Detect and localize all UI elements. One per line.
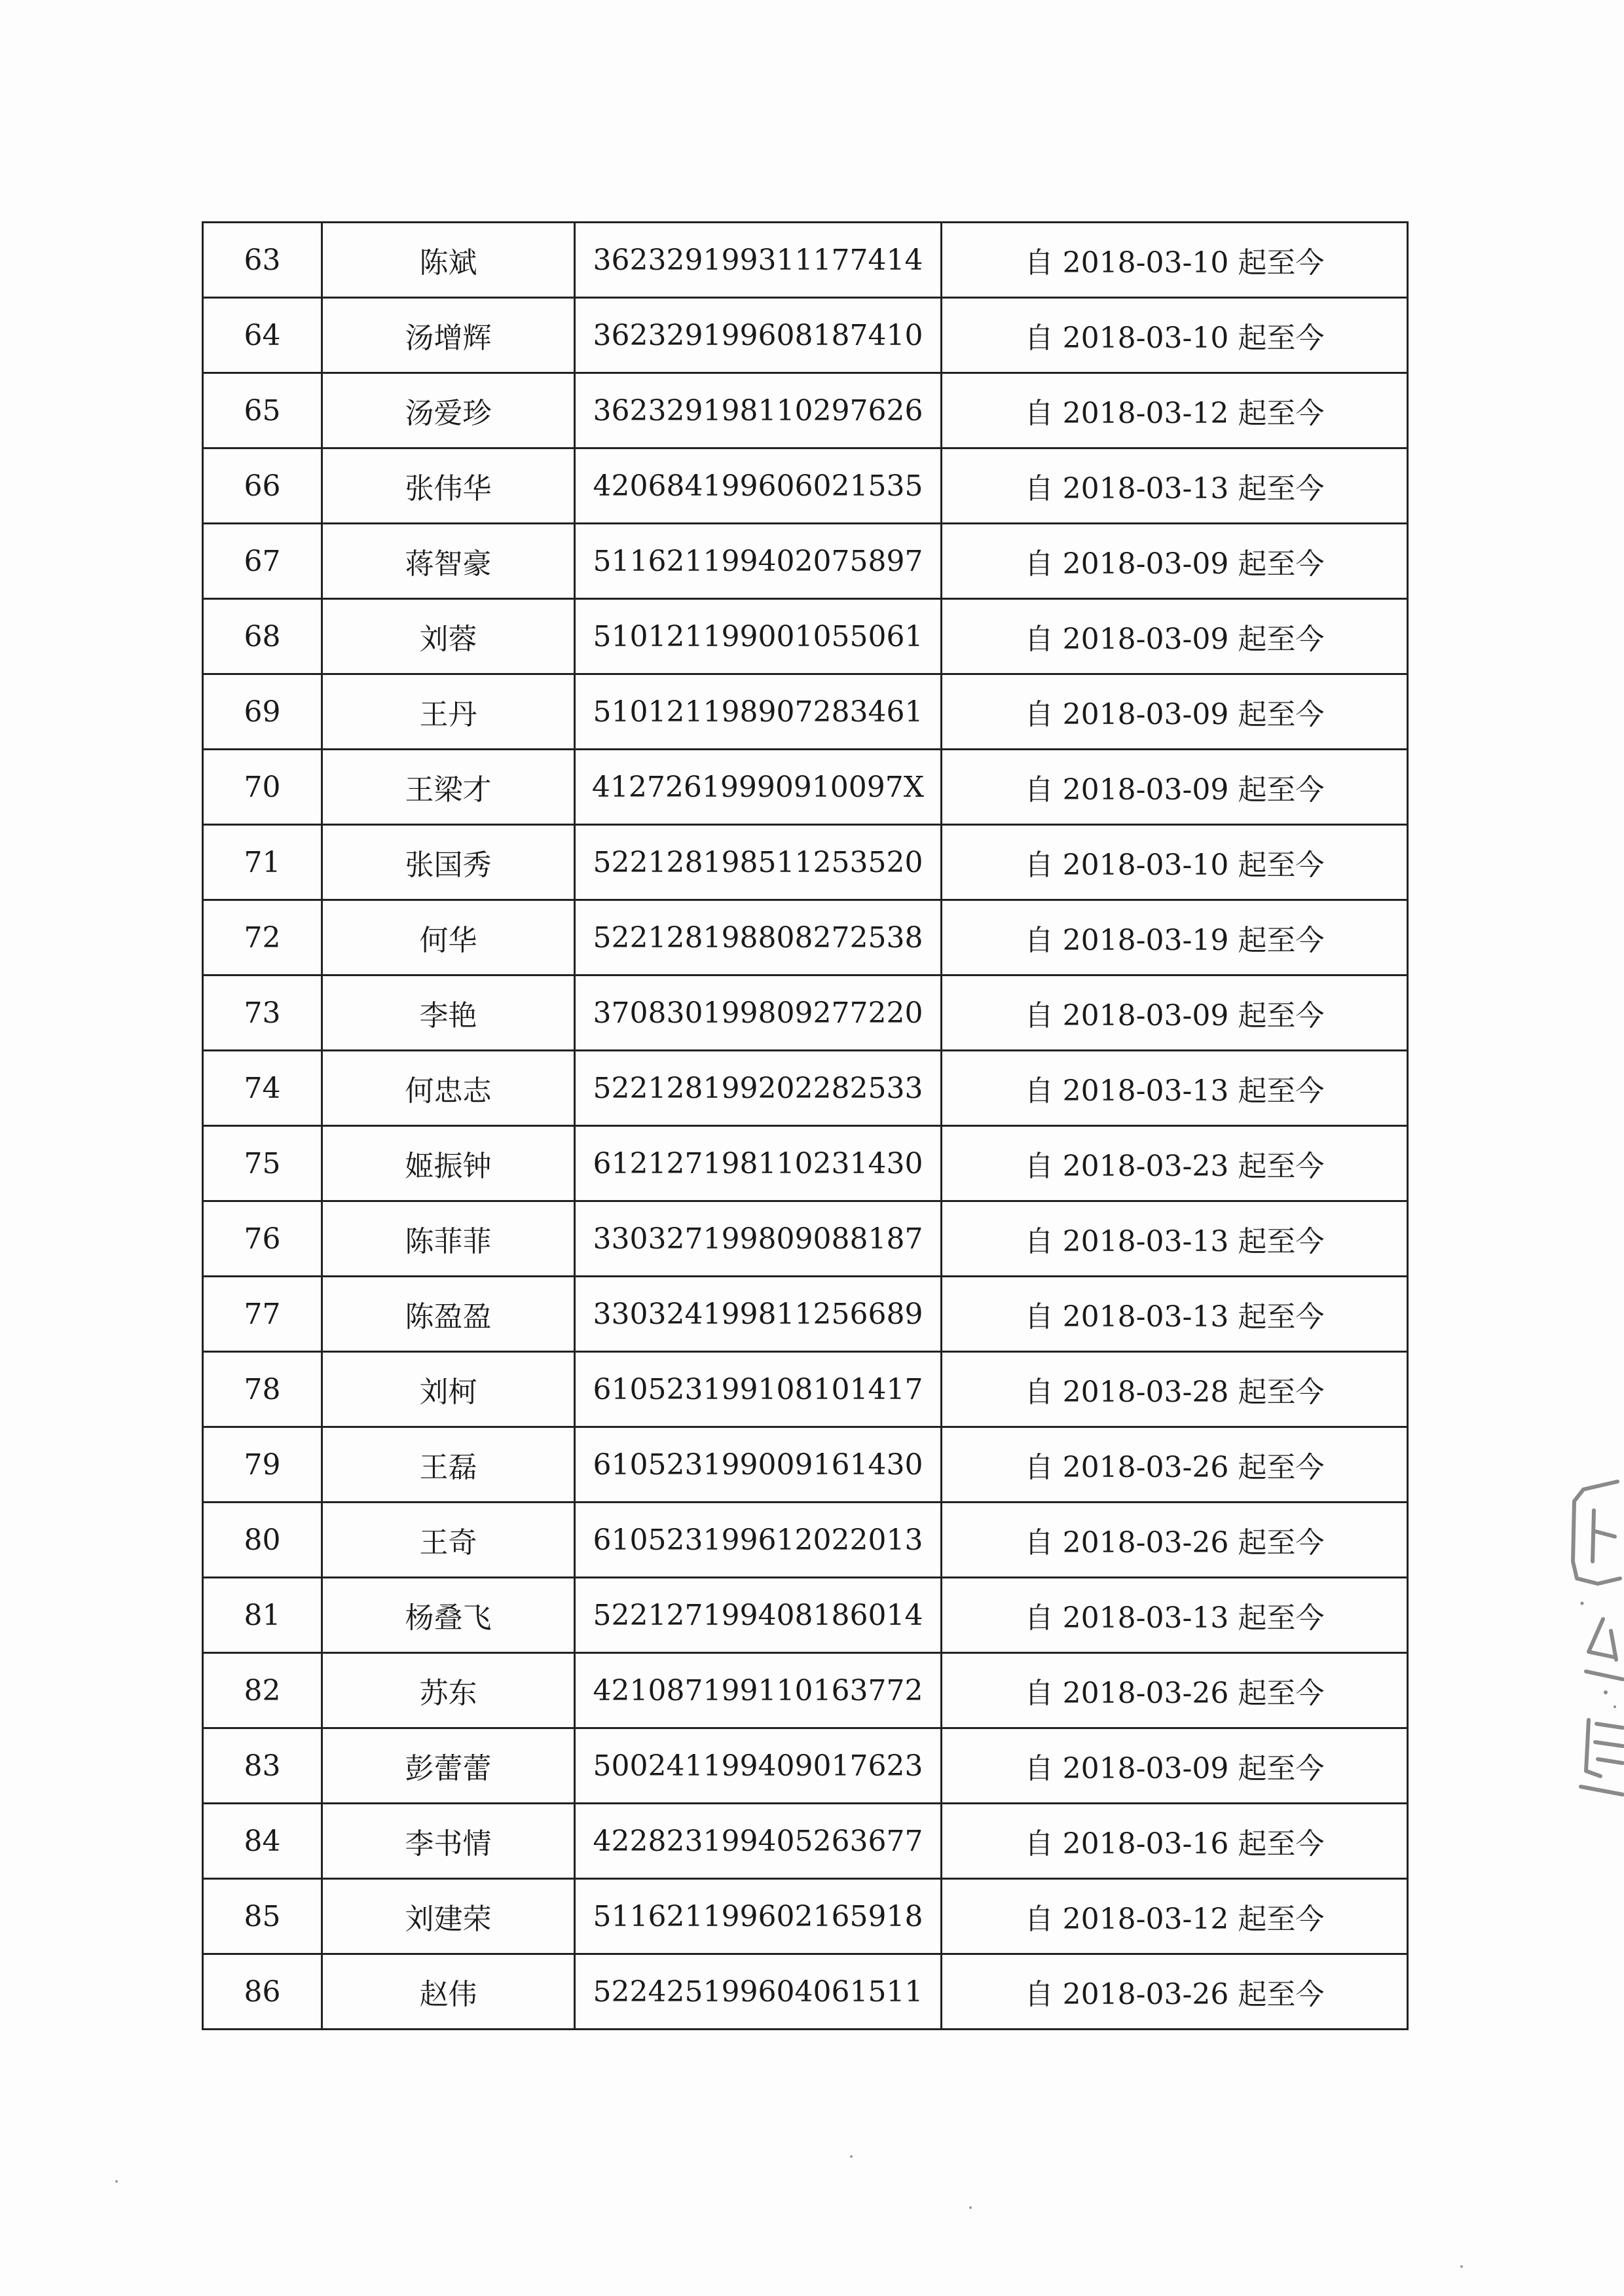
name-cell: 张伟华 xyxy=(322,448,575,524)
period-cell: 自 2018-03-26 起至今 xyxy=(942,1427,1408,1503)
id-number-cell: 522128199202282533 xyxy=(575,1051,942,1126)
name-cell: 王磊 xyxy=(322,1427,575,1503)
period-cell: 自 2018-03-16 起至今 xyxy=(942,1804,1408,1879)
id-number-cell: 422823199405263677 xyxy=(575,1804,942,1879)
row-number-cell: 82 xyxy=(203,1653,322,1728)
row-number-cell: 68 xyxy=(203,599,322,674)
id-number-cell: 330327199809088187 xyxy=(575,1201,942,1277)
table-row xyxy=(203,900,1408,975)
table-row xyxy=(203,750,1408,825)
name-cell: 汤增辉 xyxy=(322,298,575,373)
period-cell: 自 2018-03-19 起至今 xyxy=(942,900,1408,975)
row-number-cell: 70 xyxy=(203,750,322,825)
period-cell: 自 2018-03-13 起至今 xyxy=(942,1051,1408,1126)
row-number-cell: 83 xyxy=(203,1728,322,1804)
period-cell: 自 2018-03-09 起至今 xyxy=(942,975,1408,1051)
name-cell: 王丹 xyxy=(322,674,575,750)
name-cell: 张国秀 xyxy=(322,825,575,900)
name-cell: 何华 xyxy=(322,900,575,975)
period-cell: 自 2018-03-23 起至今 xyxy=(942,1126,1408,1201)
table-row xyxy=(203,1051,1408,1126)
id-number-cell: 610523199009161430 xyxy=(575,1427,942,1503)
period-cell: 自 2018-03-26 起至今 xyxy=(942,1954,1408,2030)
name-cell: 蒋智豪 xyxy=(322,524,575,599)
id-number-cell: 522425199604061511 xyxy=(575,1954,942,2030)
row-number-cell: 84 xyxy=(203,1804,322,1879)
id-number-cell: 41272619990910097X xyxy=(575,750,942,825)
roster-table-body xyxy=(203,223,1408,2030)
id-number-cell: 612127198110231430 xyxy=(575,1126,942,1201)
row-number-cell: 66 xyxy=(203,448,322,524)
row-number-cell: 64 xyxy=(203,298,322,373)
id-number-cell: 522127199408186014 xyxy=(575,1578,942,1653)
period-cell: 自 2018-03-09 起至今 xyxy=(942,750,1408,825)
row-number-cell: 76 xyxy=(203,1201,322,1277)
row-number-cell: 86 xyxy=(203,1954,322,2030)
table-row xyxy=(203,599,1408,674)
seal-stamp-icon xyxy=(1557,1463,1624,1804)
table-row xyxy=(203,1503,1408,1578)
name-cell: 李书情 xyxy=(322,1804,575,1879)
name-cell: 苏东 xyxy=(322,1653,575,1728)
table-row xyxy=(203,1804,1408,1879)
period-cell: 自 2018-03-13 起至今 xyxy=(942,448,1408,524)
period-cell: 自 2018-03-13 起至今 xyxy=(942,1201,1408,1277)
row-number-cell: 65 xyxy=(203,373,322,448)
period-cell: 自 2018-03-12 起至今 xyxy=(942,373,1408,448)
row-number-cell: 74 xyxy=(203,1051,322,1126)
id-number-cell: 362329199608187410 xyxy=(575,298,942,373)
row-number-cell: 81 xyxy=(203,1578,322,1653)
table-row xyxy=(203,975,1408,1051)
id-number-cell: 610523199612022013 xyxy=(575,1503,942,1578)
period-cell: 自 2018-03-09 起至今 xyxy=(942,1728,1408,1804)
period-cell: 自 2018-03-10 起至今 xyxy=(942,223,1408,298)
period-cell: 自 2018-03-10 起至今 xyxy=(942,298,1408,373)
table-row xyxy=(203,1427,1408,1503)
table-row xyxy=(203,373,1408,448)
name-cell: 刘建荣 xyxy=(322,1879,575,1954)
id-number-cell: 522128198511253520 xyxy=(575,825,942,900)
name-cell: 彭蕾蕾 xyxy=(322,1728,575,1804)
table-row xyxy=(203,223,1408,298)
period-cell: 自 2018-03-26 起至今 xyxy=(942,1653,1408,1728)
row-number-cell: 85 xyxy=(203,1879,322,1954)
row-number-cell: 73 xyxy=(203,975,322,1051)
id-number-cell: 370830199809277220 xyxy=(575,975,942,1051)
period-cell: 自 2018-03-13 起至今 xyxy=(942,1277,1408,1352)
table-row xyxy=(203,674,1408,750)
name-cell: 刘柯 xyxy=(322,1352,575,1427)
table-row xyxy=(203,524,1408,599)
id-number-cell: 420684199606021535 xyxy=(575,448,942,524)
id-number-cell: 522128198808272538 xyxy=(575,900,942,975)
id-number-cell: 362329199311177414 xyxy=(575,223,942,298)
row-number-cell: 80 xyxy=(203,1503,322,1578)
table-row xyxy=(203,1201,1408,1277)
name-cell: 汤爱珍 xyxy=(322,373,575,448)
table-row xyxy=(203,825,1408,900)
name-cell: 何忠志 xyxy=(322,1051,575,1126)
id-number-cell: 511621199402075897 xyxy=(575,524,942,599)
id-number-cell: 510121198907283461 xyxy=(575,674,942,750)
id-number-cell: 421087199110163772 xyxy=(575,1653,942,1728)
period-cell: 自 2018-03-26 起至今 xyxy=(942,1503,1408,1578)
row-number-cell: 71 xyxy=(203,825,322,900)
row-number-cell: 77 xyxy=(203,1277,322,1352)
table-row xyxy=(203,1578,1408,1653)
name-cell: 李艳 xyxy=(322,975,575,1051)
row-number-cell: 79 xyxy=(203,1427,322,1503)
table-row xyxy=(203,1352,1408,1427)
name-cell: 陈斌 xyxy=(322,223,575,298)
table-row xyxy=(203,1277,1408,1352)
table-row xyxy=(203,298,1408,373)
period-cell: 自 2018-03-09 起至今 xyxy=(942,599,1408,674)
row-number-cell: 72 xyxy=(203,900,322,975)
period-cell: 自 2018-03-09 起至今 xyxy=(942,674,1408,750)
period-cell: 自 2018-03-12 起至今 xyxy=(942,1879,1408,1954)
table-row xyxy=(203,1126,1408,1201)
row-number-cell: 69 xyxy=(203,674,322,750)
name-cell: 赵伟 xyxy=(322,1954,575,2030)
table-row xyxy=(203,1728,1408,1804)
name-cell: 陈盈盈 xyxy=(322,1277,575,1352)
name-cell: 刘蓉 xyxy=(322,599,575,674)
id-number-cell: 500241199409017623 xyxy=(575,1728,942,1804)
period-cell: 自 2018-03-28 起至今 xyxy=(942,1352,1408,1427)
name-cell: 王奇 xyxy=(322,1503,575,1578)
id-number-cell: 362329198110297626 xyxy=(575,373,942,448)
id-number-cell: 330324199811256689 xyxy=(575,1277,942,1352)
table-row xyxy=(203,1879,1408,1954)
name-cell: 王梁才 xyxy=(322,750,575,825)
id-number-cell: 511621199602165918 xyxy=(575,1879,942,1954)
name-cell: 陈菲菲 xyxy=(322,1201,575,1277)
table-row xyxy=(203,1653,1408,1728)
row-number-cell: 78 xyxy=(203,1352,322,1427)
table-row xyxy=(203,448,1408,524)
row-number-cell: 63 xyxy=(203,223,322,298)
period-cell: 自 2018-03-09 起至今 xyxy=(942,524,1408,599)
row-number-cell: 67 xyxy=(203,524,322,599)
roster-table xyxy=(202,221,1409,2030)
name-cell: 姬振钟 xyxy=(322,1126,575,1201)
table-row xyxy=(203,1954,1408,2030)
period-cell: 自 2018-03-10 起至今 xyxy=(942,825,1408,900)
row-number-cell: 75 xyxy=(203,1126,322,1201)
id-number-cell: 510121199001055061 xyxy=(575,599,942,674)
name-cell: 杨叠飞 xyxy=(322,1578,575,1653)
id-number-cell: 610523199108101417 xyxy=(575,1352,942,1427)
period-cell: 自 2018-03-13 起至今 xyxy=(942,1578,1408,1653)
